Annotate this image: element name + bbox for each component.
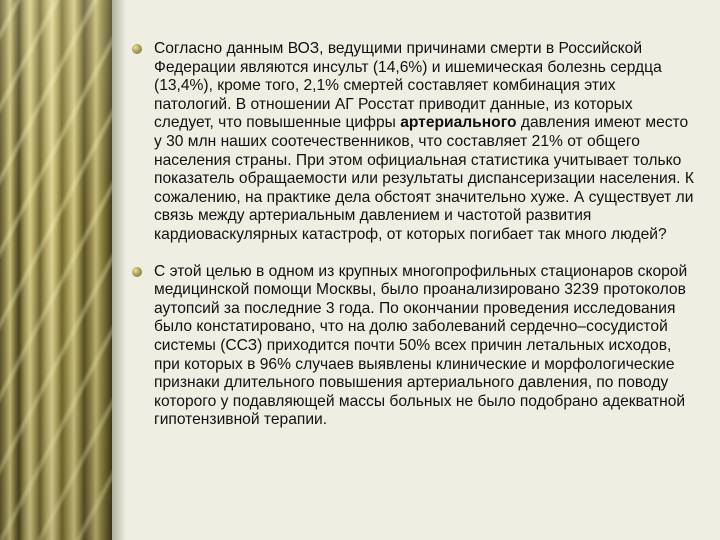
bullet-text-bold: артериального (400, 114, 517, 132)
column-shading (0, 0, 112, 540)
bullet-text: С этой целью в одном из крупных многопрофильных стационаров скорой медицинской помощи Москвы, было проанализировано 3239 протоколов аутопсий за последние 3 года. По окончании проведения исследования было констатировано, что на долю заболеваний сердечно–сосудистой системы (ССЗ) приходится почти 50% всех причин летальных исходов, при которых в 96% случаев выявлены клинические и морфологические признаки длительного повышения артериального давления, по поводу которого у подавляющей массы больных не было подобрано адекватной гипотензивной терапии. (154, 262, 688, 429)
column-edge-shadow (112, 0, 126, 540)
bullet-text-part1: Согласно данным ВОЗ, ведущими причинами смерти в Российской Федерации являются инсульт (14,6%) и ишемическая болезнь сердца (13,4%), кроме того, 2,1% смертей составляет комбинация этих патологий. В отношении АГ Росстат приводит данные, из которых следует, что повышенные цифры (154, 40, 662, 132)
bullet-text-part2: давления имеют место у 30 млн наших соотечественников, что составляет 21% от общего населения страны. При этом официальная статистика учитывает только показатель обращаемости или результаты диспансеризации населения. К сожалению, на практике дела обстоят значительно хуже. А существует ли связь между артериальным давлением и частотой развития кардиоваскулярных катастроф, от которых погибает так много людей? (154, 114, 694, 243)
bullet-item-who-statistics (130, 40, 696, 245)
bullet-item-autopsy-study (130, 263, 696, 430)
slide-body (130, 40, 696, 448)
bullet-dot-icon (132, 267, 142, 277)
bullet-dot-icon (132, 44, 142, 54)
